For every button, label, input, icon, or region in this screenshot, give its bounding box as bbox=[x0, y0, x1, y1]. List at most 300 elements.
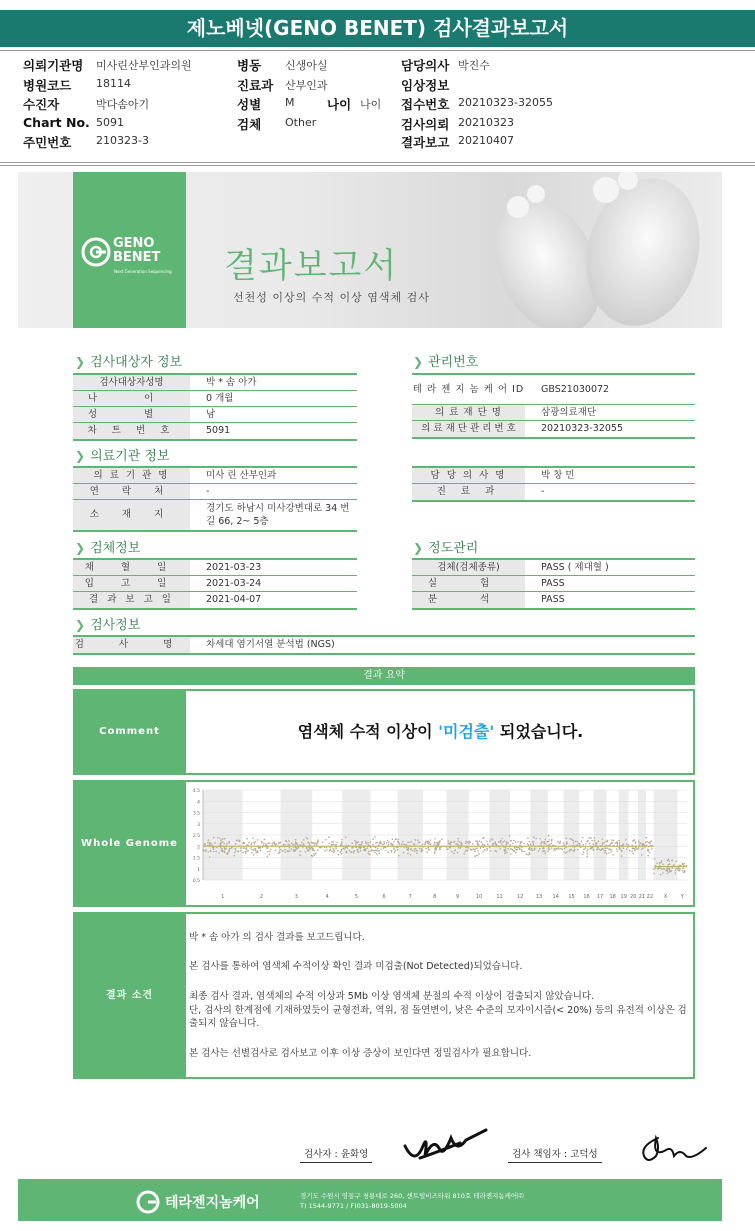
data-point bbox=[602, 838, 604, 840]
data-point bbox=[477, 844, 479, 846]
data-point bbox=[234, 852, 236, 854]
data-point bbox=[285, 851, 287, 853]
data-point bbox=[510, 844, 512, 846]
comment-highlight: '미검출' bbox=[438, 722, 495, 741]
data-point bbox=[333, 850, 335, 852]
data-point bbox=[451, 851, 453, 853]
row-key: 채 혈 일 bbox=[73, 560, 190, 575]
data-point bbox=[606, 847, 608, 849]
data-point bbox=[571, 839, 573, 841]
data-point bbox=[293, 849, 295, 851]
data-point bbox=[403, 844, 405, 846]
data-point bbox=[613, 840, 615, 842]
data-point bbox=[480, 847, 482, 849]
data-point bbox=[305, 837, 307, 839]
row-value: 미사 린 산부인과 bbox=[206, 470, 277, 481]
data-point bbox=[520, 843, 522, 845]
data-point bbox=[379, 853, 381, 855]
data-point bbox=[240, 850, 242, 852]
data-point bbox=[407, 849, 409, 851]
data-point bbox=[516, 849, 518, 851]
data-point bbox=[464, 851, 466, 853]
table-row bbox=[412, 405, 695, 421]
data-point bbox=[474, 851, 476, 853]
data-point bbox=[560, 841, 562, 843]
data-point bbox=[209, 856, 211, 858]
data-point bbox=[610, 849, 612, 851]
data-point bbox=[565, 847, 567, 849]
data-point bbox=[350, 852, 352, 854]
data-point bbox=[372, 850, 374, 852]
data-point bbox=[313, 853, 315, 855]
data-point bbox=[260, 850, 262, 852]
data-point bbox=[583, 852, 585, 854]
data-point bbox=[210, 851, 212, 853]
section-management-label: 관리번호 bbox=[428, 355, 479, 370]
data-point bbox=[260, 847, 262, 849]
data-point bbox=[681, 870, 683, 872]
data-point bbox=[322, 841, 324, 843]
data-point bbox=[505, 850, 507, 852]
data-point bbox=[483, 837, 485, 839]
data-point bbox=[407, 853, 409, 855]
data-point bbox=[255, 850, 257, 852]
data-point bbox=[566, 841, 568, 843]
data-point bbox=[316, 844, 318, 846]
data-point bbox=[506, 852, 508, 854]
data-point bbox=[500, 848, 502, 850]
data-point bbox=[515, 852, 517, 854]
data-point bbox=[634, 850, 636, 852]
data-point bbox=[213, 849, 215, 851]
data-point bbox=[585, 847, 587, 849]
data-point bbox=[566, 851, 568, 853]
data-point bbox=[308, 850, 310, 852]
data-point bbox=[388, 844, 390, 846]
data-point bbox=[328, 836, 330, 838]
data-point bbox=[220, 842, 222, 844]
data-point bbox=[355, 842, 357, 844]
label-report-date: 결과보고 bbox=[401, 135, 450, 150]
data-point bbox=[289, 847, 291, 849]
data-point bbox=[540, 843, 542, 845]
data-point bbox=[228, 842, 230, 844]
data-point bbox=[296, 847, 298, 849]
data-point bbox=[341, 853, 343, 855]
data-point bbox=[527, 854, 529, 856]
data-point bbox=[336, 842, 338, 844]
footer-contact: T) 1544-9771 / F)031-8019-5004 bbox=[300, 1202, 407, 1210]
institution-table bbox=[73, 466, 357, 532]
x-tick-label: 12 bbox=[516, 894, 524, 900]
data-point bbox=[489, 847, 491, 849]
data-point bbox=[656, 863, 658, 865]
y-tick-label: 4.5 bbox=[192, 789, 200, 794]
data-point bbox=[648, 842, 650, 844]
table-row bbox=[412, 375, 695, 405]
data-point bbox=[410, 854, 412, 856]
value-age: 나이 bbox=[360, 98, 382, 111]
data-point bbox=[566, 843, 568, 845]
x-tick-label: 15 bbox=[568, 894, 575, 900]
data-point bbox=[535, 838, 537, 840]
data-point bbox=[237, 851, 239, 853]
data-point bbox=[653, 868, 655, 870]
data-point bbox=[426, 841, 428, 843]
label-specimen: 검체 bbox=[237, 117, 262, 132]
data-point bbox=[619, 848, 621, 850]
data-point bbox=[649, 852, 651, 854]
data-point bbox=[457, 852, 459, 854]
data-point bbox=[300, 844, 302, 846]
x-tick-label: 2 bbox=[259, 894, 264, 900]
data-point bbox=[337, 850, 339, 852]
section-subject-label: 검사대상자 정보 bbox=[90, 355, 183, 370]
data-point bbox=[285, 840, 287, 842]
data-point bbox=[586, 850, 588, 852]
data-point bbox=[529, 849, 531, 851]
data-point bbox=[632, 853, 634, 855]
row-key: 의 료 재 단 명 bbox=[412, 405, 525, 420]
data-point bbox=[397, 849, 399, 851]
data-point bbox=[530, 850, 532, 852]
data-point bbox=[239, 841, 241, 843]
data-point bbox=[572, 840, 574, 842]
data-point bbox=[612, 842, 614, 844]
data-point bbox=[212, 847, 214, 849]
data-point bbox=[379, 843, 381, 845]
data-point bbox=[587, 856, 589, 858]
data-point bbox=[279, 852, 281, 854]
data-point bbox=[468, 847, 470, 849]
row-value: 박 * 솜 아가 bbox=[206, 377, 257, 388]
data-point bbox=[384, 843, 386, 845]
data-point bbox=[463, 853, 465, 855]
data-point bbox=[412, 843, 414, 845]
data-point bbox=[383, 847, 385, 849]
test-table bbox=[73, 635, 695, 655]
data-point bbox=[616, 841, 618, 843]
data-point bbox=[391, 851, 393, 853]
row-key: 소 재 지 bbox=[73, 500, 190, 530]
data-point bbox=[569, 838, 571, 840]
data-point bbox=[360, 844, 362, 846]
data-point bbox=[364, 848, 366, 850]
data-point bbox=[385, 850, 387, 852]
row-value: 2021-04-07 bbox=[206, 594, 262, 605]
table-row bbox=[73, 576, 357, 592]
data-point bbox=[486, 841, 488, 843]
data-point bbox=[405, 844, 407, 846]
data-point bbox=[347, 847, 349, 849]
data-point bbox=[246, 851, 248, 853]
data-point bbox=[532, 850, 534, 852]
data-point bbox=[602, 844, 604, 846]
label-sex: 성별 bbox=[237, 97, 262, 112]
data-point bbox=[504, 851, 506, 853]
data-point bbox=[684, 863, 686, 865]
data-point bbox=[254, 848, 256, 850]
data-point bbox=[665, 870, 667, 872]
data-point bbox=[682, 863, 684, 865]
data-point bbox=[415, 839, 417, 841]
data-point bbox=[312, 855, 314, 857]
report-title-bar bbox=[0, 10, 755, 47]
data-point bbox=[680, 865, 682, 867]
data-point bbox=[472, 849, 474, 851]
data-point bbox=[585, 843, 587, 845]
data-point bbox=[414, 851, 416, 853]
data-point bbox=[544, 851, 546, 853]
data-point bbox=[307, 838, 309, 840]
data-point bbox=[500, 842, 502, 844]
data-point bbox=[220, 843, 222, 845]
data-point bbox=[279, 850, 281, 852]
data-point bbox=[295, 839, 297, 841]
data-point bbox=[507, 848, 509, 850]
data-point bbox=[247, 850, 249, 852]
x-tick-label: 13 bbox=[535, 894, 543, 900]
data-point bbox=[547, 850, 549, 852]
x-tick-label: 22 bbox=[646, 894, 654, 900]
row-key: 검사대상자성명 bbox=[73, 375, 190, 390]
data-point bbox=[666, 868, 668, 870]
data-point bbox=[626, 843, 628, 845]
data-point bbox=[246, 838, 248, 840]
x-tick-label: 6 bbox=[382, 894, 386, 900]
data-point bbox=[244, 851, 246, 853]
data-point bbox=[391, 843, 393, 845]
data-point bbox=[534, 848, 536, 850]
data-point bbox=[675, 869, 677, 871]
data-point bbox=[429, 842, 431, 844]
value-department: 산부인과 bbox=[285, 79, 328, 92]
data-point bbox=[447, 848, 449, 850]
data-point bbox=[288, 840, 290, 842]
data-point bbox=[329, 843, 331, 845]
data-point bbox=[671, 870, 673, 872]
row-key: 분 석 bbox=[412, 592, 525, 608]
data-point bbox=[354, 840, 356, 842]
data-point bbox=[533, 837, 535, 839]
baby-feet-image bbox=[478, 172, 722, 328]
value-sex: M bbox=[285, 96, 295, 109]
data-point bbox=[370, 841, 372, 843]
data-point bbox=[500, 840, 502, 842]
findings-label: 결과 소견 bbox=[73, 912, 186, 1079]
data-point bbox=[638, 847, 640, 849]
data-point bbox=[434, 838, 436, 840]
label-hospital-code: 병원코드 bbox=[23, 78, 72, 93]
data-point bbox=[395, 850, 397, 852]
report-title: 제노베넷(GENO BENET) 검사결과보고서 bbox=[186, 16, 569, 40]
data-point bbox=[542, 848, 544, 850]
data-point bbox=[421, 848, 423, 850]
data-point bbox=[683, 872, 685, 874]
row-value: 남 bbox=[206, 409, 216, 420]
data-point bbox=[250, 844, 252, 846]
data-point bbox=[564, 848, 566, 850]
data-point bbox=[598, 841, 600, 843]
data-point bbox=[338, 854, 340, 856]
data-point bbox=[395, 838, 397, 840]
logo-text bbox=[113, 237, 160, 265]
data-point bbox=[298, 847, 300, 849]
data-point bbox=[224, 838, 226, 840]
data-point bbox=[410, 841, 412, 843]
data-point bbox=[408, 848, 410, 850]
data-point bbox=[326, 849, 328, 851]
data-point bbox=[525, 853, 527, 855]
data-point bbox=[435, 849, 437, 851]
data-point bbox=[544, 841, 546, 843]
data-point bbox=[331, 851, 333, 853]
data-point bbox=[533, 843, 535, 845]
row-value: 2021-03-23 bbox=[206, 562, 262, 573]
data-point bbox=[282, 850, 284, 852]
data-point bbox=[243, 842, 245, 844]
data-point bbox=[345, 837, 347, 839]
divider bbox=[0, 50, 755, 51]
x-tick-label: 20 bbox=[630, 894, 637, 900]
data-point bbox=[303, 839, 305, 841]
data-point bbox=[402, 841, 404, 843]
data-point bbox=[506, 842, 508, 844]
data-point bbox=[427, 842, 429, 844]
data-point bbox=[661, 860, 663, 862]
banner-subtitle: 선천성 이상의 수적 이상 염색체 검사 bbox=[233, 291, 430, 304]
data-point bbox=[606, 853, 608, 855]
data-point bbox=[245, 848, 247, 850]
data-point bbox=[235, 843, 237, 845]
data-point bbox=[369, 854, 371, 856]
value-resident-no: 210323-3 bbox=[96, 134, 149, 147]
label-clinical-info: 임상정보 bbox=[401, 78, 450, 93]
data-point bbox=[477, 843, 479, 845]
section-management-title bbox=[413, 351, 478, 370]
data-point bbox=[341, 839, 343, 841]
data-point bbox=[590, 837, 592, 839]
data-point bbox=[592, 849, 594, 851]
data-point bbox=[221, 848, 223, 850]
x-tick-label: 1 bbox=[221, 894, 225, 900]
data-point bbox=[573, 842, 575, 844]
data-point bbox=[512, 849, 514, 851]
data-point bbox=[622, 844, 624, 846]
data-point bbox=[253, 842, 255, 844]
data-point bbox=[309, 848, 311, 850]
data-point bbox=[648, 850, 650, 852]
data-point bbox=[293, 844, 295, 846]
data-point bbox=[453, 853, 455, 855]
data-point bbox=[513, 840, 515, 842]
data-point bbox=[428, 849, 430, 851]
x-tick-label: 18 bbox=[609, 894, 616, 900]
data-point bbox=[251, 852, 253, 854]
whole-genome-chart bbox=[187, 782, 693, 905]
data-point bbox=[498, 841, 500, 843]
data-point bbox=[632, 847, 634, 849]
banner-title: 결과보고서 bbox=[224, 246, 399, 286]
data-point bbox=[209, 843, 211, 845]
label-age: 나이 bbox=[327, 97, 352, 112]
data-point bbox=[329, 850, 331, 852]
data-point bbox=[424, 844, 426, 846]
data-point bbox=[305, 851, 307, 853]
data-point bbox=[550, 843, 552, 845]
data-point bbox=[382, 844, 384, 846]
data-point bbox=[474, 855, 476, 857]
section-test-title bbox=[75, 614, 140, 633]
data-point bbox=[258, 847, 260, 849]
data-point bbox=[408, 842, 410, 844]
data-point bbox=[596, 849, 598, 851]
data-point bbox=[243, 847, 245, 849]
data-point bbox=[280, 842, 282, 844]
data-point bbox=[636, 848, 638, 850]
data-point bbox=[269, 854, 271, 856]
data-point bbox=[430, 843, 432, 845]
data-point bbox=[375, 850, 377, 852]
x-tick-label: Y bbox=[680, 894, 684, 900]
data-point bbox=[439, 840, 441, 842]
data-point bbox=[492, 839, 494, 841]
data-point bbox=[374, 850, 376, 852]
data-point bbox=[510, 848, 512, 850]
data-point bbox=[477, 850, 479, 852]
data-point bbox=[608, 852, 610, 854]
table-row bbox=[73, 407, 357, 423]
data-point bbox=[662, 868, 664, 870]
row-key: 검체(검체종류) bbox=[412, 560, 525, 575]
data-point bbox=[224, 849, 226, 851]
data-point bbox=[297, 844, 299, 846]
data-point bbox=[495, 843, 497, 845]
data-point bbox=[245, 852, 247, 854]
divider bbox=[0, 165, 755, 166]
data-point bbox=[521, 851, 523, 853]
data-point bbox=[264, 839, 266, 841]
label-receipt-no: 접수번호 bbox=[401, 97, 450, 112]
data-point bbox=[392, 838, 394, 840]
data-point bbox=[205, 849, 207, 851]
data-point bbox=[416, 850, 418, 852]
data-point bbox=[563, 851, 565, 853]
data-point bbox=[589, 837, 591, 839]
data-point bbox=[235, 850, 237, 852]
data-point bbox=[398, 842, 400, 844]
data-point bbox=[529, 847, 531, 849]
data-point bbox=[623, 847, 625, 849]
data-point bbox=[357, 851, 359, 853]
row-key: 검 사 명 bbox=[73, 637, 190, 653]
x-tick-label: 17 bbox=[596, 894, 604, 900]
data-point bbox=[504, 840, 506, 842]
data-point bbox=[317, 841, 319, 843]
data-point bbox=[465, 842, 467, 844]
data-point bbox=[317, 842, 319, 844]
data-point bbox=[332, 848, 334, 850]
divider bbox=[0, 162, 755, 163]
chevron-right-icon: ❯ bbox=[75, 541, 86, 555]
data-point bbox=[604, 852, 606, 854]
data-point bbox=[208, 851, 210, 853]
row-key: 담 당 의 사 명 bbox=[412, 468, 525, 483]
findings-line-4: 단, 검사의 한계점에 기재하였듯이 균형전좌, 역위, 점 돌연변이, 낮은 수준의 모자이시즘(< 20%) 등의 유전적 이상은 검출되지 않습니다. bbox=[189, 1005, 687, 1029]
comment-text bbox=[186, 689, 695, 775]
data-point bbox=[253, 854, 255, 856]
data-point bbox=[357, 849, 359, 851]
